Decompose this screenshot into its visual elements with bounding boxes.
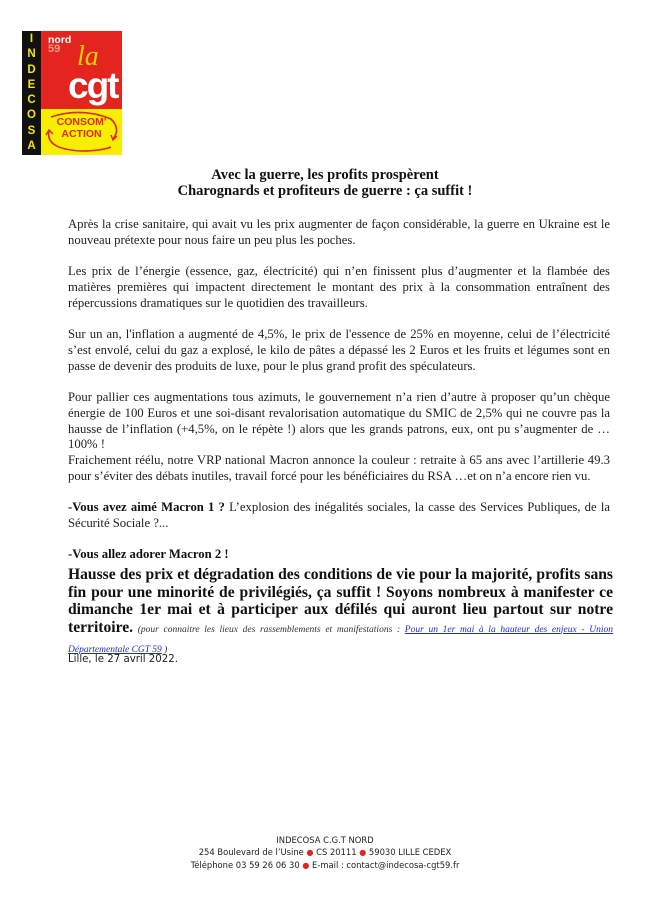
footer-cs: CS 20111 xyxy=(316,847,357,857)
paragraph-macron: Fraichement réélu, notre VRP national Macron annonce la couleur : retraite à 65 ans avec l’artillerie 49.3 pour s’éviter des débats inutiles, travail forcé pour les bénéficiaires du RSA …et on n’a encore rien vu. xyxy=(68,453,610,483)
indecosa-cgt-logo xyxy=(22,31,122,155)
bullet-icon: ● xyxy=(359,848,367,857)
logo-action: ACTION xyxy=(61,128,102,140)
bullet-icon: ● xyxy=(306,848,314,857)
note-prefix: (pour connaitre les lieux des rassemblements et manifestations : xyxy=(133,624,405,635)
paragraph-macron-1 xyxy=(68,500,610,532)
page-title: Avec la guerre, les profits prospèrent xyxy=(211,167,439,183)
logo-letter: E xyxy=(27,78,36,91)
bullet-icon: ● xyxy=(302,861,310,870)
logo-nord: nord xyxy=(48,34,72,46)
macron-1-question: -Vous avez aimé Macron 1 ? xyxy=(68,500,225,514)
footer-address xyxy=(0,846,650,859)
footer-email: E-mail : contact@indecosa-cgt59.fr xyxy=(312,860,460,870)
logo-letter: S xyxy=(27,124,36,137)
logo-la: la xyxy=(77,41,99,72)
paragraph-macron-2: -Vous allez adorer Macron 2 ! xyxy=(68,547,229,561)
macron-1-text: L’explosion des inégalités sociales, la casse des Services Publiques, de la Sécurité Sociale ?... xyxy=(68,500,610,530)
page-subtitle: Charognards et profiteurs de guerre : ça suffit ! xyxy=(177,183,473,199)
note-suffix: ) xyxy=(161,645,168,655)
call-to-action xyxy=(68,566,613,660)
logo-letter: D xyxy=(27,63,36,76)
logo-letter: C xyxy=(27,94,36,107)
logo-side-bar xyxy=(22,31,41,155)
footer-org: INDECOSA C.G.T NORD xyxy=(276,835,374,845)
footer-contact xyxy=(0,859,650,872)
footer-street: 254 Boulevard de l’Usine xyxy=(198,847,304,857)
logo-consom: CONSOM' xyxy=(56,116,107,128)
logo-letter: N xyxy=(27,48,36,61)
logo-consom-action xyxy=(41,116,122,140)
logo-cgt: cgt xyxy=(68,65,118,106)
paragraph-energy: Les prix de l’énergie (essence, gaz, électricité) qui n’en finissent plus d’augmenter et la flambée des matières premières qui impactent directement le montant des prix à la consommation entraînent des répercussions dramatiques sur le quotidien des travailleurs. xyxy=(68,264,610,310)
call-to-action-text: Hausse des prix et dégradation des conditions de vie pour la majorité, profits sans fin pour une minorité de privilégiés, ça suffit ! Soyons nombreux à manifester ce dimanche 1er mai et à participer aux défilés qui auront lieu partout sur notre territoire. xyxy=(68,566,613,636)
paragraph-intro: Après la crise sanitaire, qui avait vu les prix augmenter de façon considérable, la guerre en Ukraine est le nouveau prétexte pour nous faire un peu plus les poches. xyxy=(68,217,610,247)
logo-red-block xyxy=(41,31,122,109)
footer-city: 59030 LILLE CEDEX xyxy=(368,847,452,857)
footer xyxy=(0,834,650,872)
logo-letter: I xyxy=(29,33,34,45)
ud-cgt-link[interactable]: Pour un 1er mai à la hauteur des enjeux - Union Départementale CGT 59 xyxy=(68,624,613,655)
footer-phone: Téléphone 03 59 26 06 30 xyxy=(190,860,300,870)
date-line: Lille, le 27 avril 2022. xyxy=(68,654,178,665)
logo-59: 59 xyxy=(48,43,61,55)
logo-letter: O xyxy=(27,109,36,122)
paragraph-government: Pour pallier ces augmentations tous azimuts, le gouvernement n’a rien d’autre à proposer qu’un chèque énergie de 100 Euros et une soi-disant revalorisation automatique du SMIC de 2,5% qui ne couvre pas la hausse de l’inflation (+4,5%, on le répète !) alors que les grands patrons, eux, ont pu s’augmenter de … 100% ! xyxy=(68,390,610,452)
paragraph-inflation: Sur un an, l'inflation a augmenté de 4,5%, le prix de l'essence de 25% en moyenne, celui de l’électricité s’est envolé, celui du gaz a explosé, le kilo de pâtes a dépassé les 2 Euros et les fruits et légumes sont en passe de devenir des produits de luxe, pour le plus grand profit des spéculateurs. xyxy=(68,327,610,373)
logo-letter: A xyxy=(27,139,36,152)
logo-yellow-block xyxy=(41,109,122,155)
